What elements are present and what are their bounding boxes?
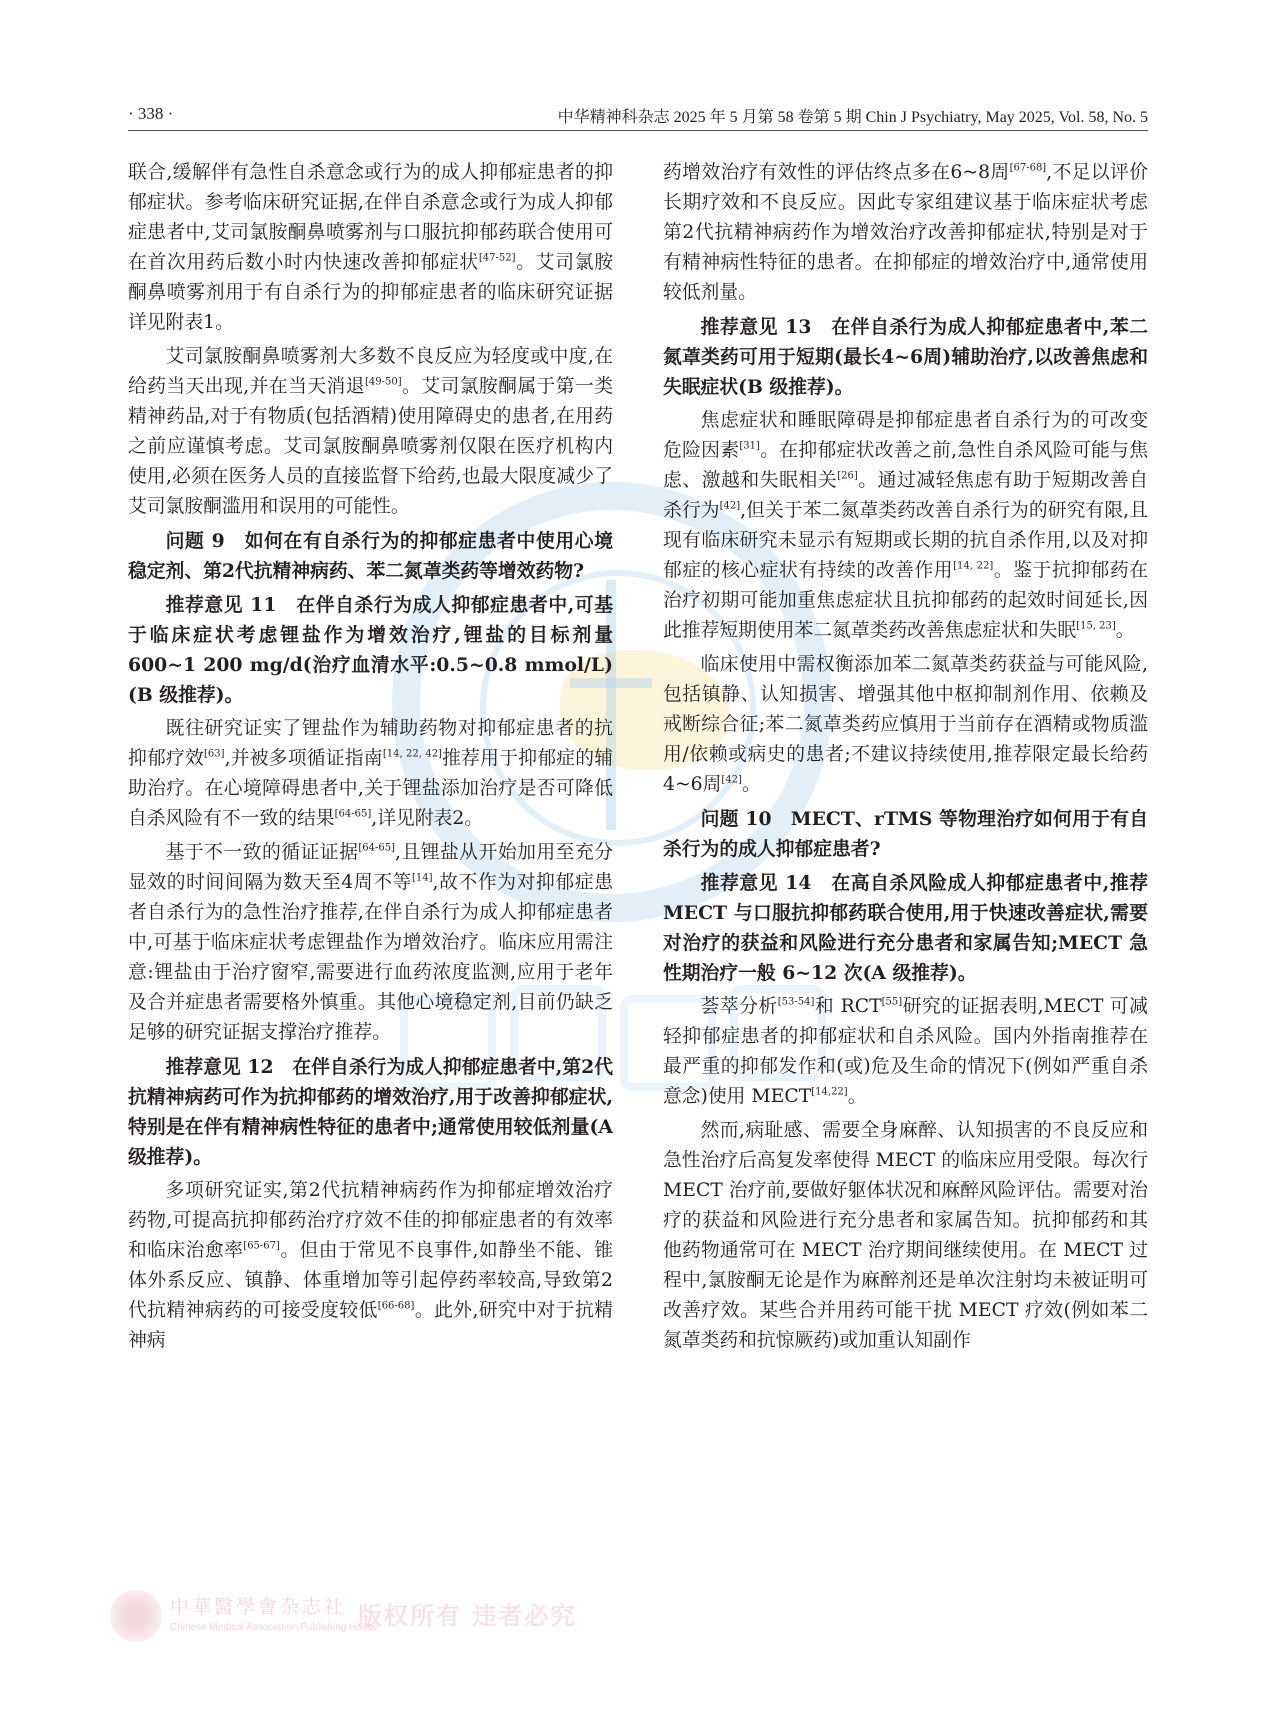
citation-superscript: [67-68] (1009, 162, 1047, 174)
paragraph-text: 临床使用中需权衡添加苯二氮䓬类药获益与可能风险,包括镇静、认知损害、增强其他中枢抑制剂作用、依赖及戒断综合征;苯二氮䓬类药应慎用于当前存在酒精或物质滥用/依赖或病史的患者;不建议持续使用,推荐限定最长给药4~6周 (663, 654, 1148, 795)
body-paragraph (663, 1116, 1148, 1356)
citation-superscript: [26] (837, 470, 858, 482)
citation-superscript: [64-65] (358, 842, 395, 854)
section-heading (128, 590, 613, 710)
citation-superscript: [14] (412, 872, 433, 884)
paragraph-text: 药增效治疗有效性的评估终点多在6~8周 (663, 162, 1010, 183)
paragraph-text: 。 (1115, 620, 1135, 641)
flower-logo-icon (110, 1590, 162, 1642)
citation-superscript: [64-65] (334, 808, 372, 820)
paragraph-text: 基于不一致的循证证据 (165, 842, 359, 863)
paragraph-text: ,故不作为对抑郁症患者自杀行为的急性治疗推荐,在伴自杀行为成人抑郁症患者中,可基于临床症状考虑锂盐作为增效治疗。临床应用需注意:锂盐由于治疗窗窄,需要进行血药浓度监测,应用于老年及合并症患者需要格外慎重。其他心境稳定剂,目前仍缺乏足够的研究证据支撑治疗推荐。 (128, 872, 613, 1043)
paragraph-text: 既往研究证实了锂盐作为辅助药物对抑郁症患者的抗抑郁疗效 (128, 718, 613, 769)
section-heading (128, 526, 613, 586)
paragraph-text: ,且锂盐从开始加用至充分显效的时间间隔为数天至4周不等 (128, 842, 613, 893)
paragraph-text: 推荐意见 13 在伴自杀行为成人抑郁症患者中,苯二氮䓬类药可用于短期(最长4~6周)辅助治疗,以改善焦虑和失眠症状(B 级推荐)。 (663, 316, 1148, 398)
citation-superscript: [31] (739, 440, 760, 452)
paragraph-text: 。鉴于抗抑郁药在治疗初期可能加重焦虑症状且抗抑郁药的起效时间延长,因此推荐短期使用苯二氮䓬类药改善焦虑症状和失眠 (663, 560, 1149, 641)
citation-superscript: [66-68] (377, 1300, 415, 1312)
body-paragraph (128, 342, 613, 522)
paragraph-text: ,不足以评价长期疗效和不良反应。因此专家组建议基于临床症状考虑第2代抗精神病药作为增效治疗改善抑郁症状,特别是对于有精神病性特征的患者。在抑郁症的增效治疗中,通常使用较低剂量。 (663, 162, 1148, 303)
body-paragraph (663, 158, 1148, 308)
paragraph-text: 推荐用于抑郁症的辅助治疗。在心境障碍患者中,关于锂盐添加治疗是否可降低自杀风险有不一致的结果 (128, 748, 613, 829)
citation-superscript: [47-52] (478, 252, 516, 264)
paragraph-text: 荟萃分析 (700, 996, 778, 1017)
paragraph-text: 。此外,研究中对于抗精神病 (128, 1300, 613, 1351)
right-column (663, 158, 1148, 1360)
paragraph-text: 。在抑郁症状改善之前,急性自杀风险可能与焦虑、激越和失眠相关 (663, 440, 1148, 491)
paragraph-text: 推荐意见 11 在伴自杀行为成人抑郁症患者中,可基于临床症状考虑锂盐作为增效治疗,锂盐的目标剂量 600~1 200 mg/d(治疗血清水平:0.5~0.8 mmol/L)(B 级推荐)。 (128, 594, 613, 706)
publisher-name: 中華醫學會杂志社 (170, 1596, 347, 1618)
body-paragraph (128, 158, 613, 338)
paragraph-text: 。通过减轻焦虑有助于短期改善自杀行为 (663, 470, 1149, 521)
section-heading (663, 312, 1148, 402)
paragraph-text: 然而,病耻感、需要全身麻醉、认知损害的不良反应和急性治疗后高复发率使得 MECT 的临床应用受限。每次行 MECT 治疗前,要做好躯体状况和麻醉风险评估。需要对治疗的获益和风险进行充分患者和家属告知。抗抑郁药和其他药物通常可在 MECT 治疗期间继续使用。在 MECT 过程中,氯胺酮无论是作为麻醉剂还是单次注射均未被证明可改善疗效。某些合并用药可能干扰 MECT 疗效(例如苯二氮䓬类药和抗惊厥药)或加重认知副作 (663, 1120, 1148, 1351)
paragraph-text: 。 (847, 1086, 867, 1107)
citation-superscript: [49-50] (364, 376, 402, 388)
paragraph-text: 和 RCT (814, 996, 882, 1017)
paragraph-text: 。但由于常见不良事件,如静坐不能、锥体外系反应、镇静、体重增加等引起停药率较高,导致第2代抗精神病药的可接受度较低 (128, 1240, 613, 1321)
paragraph-text: 。 (741, 774, 761, 795)
paragraph-text: 。艾司氯胺酮鼻喷雾剂用于有自杀行为的抑郁症患者的临床研究证据详见附表1。 (128, 252, 614, 333)
body-paragraph (663, 650, 1148, 800)
citation-superscript: [14, 22, 42] (382, 748, 442, 760)
publisher-watermark-logo (110, 1590, 577, 1646)
citation-superscript: [14,22] (811, 1086, 848, 1098)
paragraph-text: 问题 10 MECT、rTMS 等物理治疗如何用于有自杀行为的成人抑郁症患者? (663, 808, 1148, 860)
citation-superscript: [63] (204, 748, 225, 760)
paragraph-text: 问题 9 如何在有自杀行为的抑郁症患者中使用心境稳定剂、第2代抗精神病药、苯二氮䓬类药等增效药物? (128, 530, 613, 582)
paragraph-text: ,但关于苯二氮䓬类药改善自杀行为的研究有限,且现有临床研究未显示有短期或长期的抗自杀作用,以及对抑郁症的核心症状有持续的改善作用 (663, 500, 1148, 581)
page-number: · 338 · (128, 104, 174, 123)
citation-superscript: [14, 22] (953, 560, 994, 572)
publisher-english-name: Chinese Medical Association Publishing House (170, 1622, 378, 1633)
paragraph-text: 多项研究证实,第2代抗精神病药作为抑郁症增效治疗药物,可提高抗抑郁药治疗疗效不佳的抑郁症患者的有效率和临床治愈率 (128, 1180, 613, 1261)
paragraph-text: 推荐意见 14 在高自杀风险成人抑郁症患者中,推荐 MECT 与口服抗抑郁药联合使用,用于快速改善症状,需要对治疗的获益和风险进行充分患者和家属告知;MECT 急性期治疗一般 6~12 次(A 级推荐)。 (663, 872, 1148, 984)
section-heading (663, 868, 1148, 988)
body-paragraph (663, 406, 1148, 646)
journal-citation: 中华精神科杂志 2025 年 5 月第 58 卷第 5 期 Chin J Psychiatry, May 2025, Vol. 58, No. 5 (557, 109, 1148, 126)
running-header (128, 100, 1148, 131)
copyright-mark: 版权所有 违者必究 (358, 1602, 577, 1630)
paragraph-text: 焦虑症状和睡眠障碍是抑郁症患者自杀行为的可改变危险因素 (663, 410, 1148, 461)
paragraph-text: 推荐意见 12 在伴自杀行为成人抑郁症患者中,第2代抗精神病药可作为抗抑郁药的增效治疗,用于改善抑郁症状,特别是在伴有精神病性特征的患者中;通常使用较低剂量(A 级推荐)。 (128, 1056, 613, 1168)
paragraph-text: 联合,缓解伴有急性自杀意念或行为的成人抑郁症患者的抑郁症状。参考临床研究证据,在伴自杀意念或行为成人抑郁症患者中,艾司氯胺酮鼻喷雾剂与口服抗抑郁药联合使用可在首次用药后数小时内快速改善抑郁症状 (128, 162, 613, 273)
section-heading (663, 804, 1148, 864)
citation-superscript: [42] (721, 774, 742, 786)
left-column (128, 158, 613, 1360)
body-paragraph (128, 838, 613, 1048)
body-paragraph (128, 1176, 613, 1356)
paragraph-text: 。艾司氯胺酮属于第一类精神药品,对于有物质(包括酒精)使用障碍史的患者,在用药之前应谨慎考虑。艾司氯胺酮鼻喷雾剂仅限在医疗机构内使用,必须在医务人员的直接监督下给药,也最大限度减少了艾司氯胺酮滥用和误用的可能性。 (128, 376, 613, 517)
paragraph-text: ,并被多项循证指南 (224, 748, 383, 769)
paragraph-text: 研究的证据表明,MECT 可减轻抑郁症患者的抑郁症状和自杀风险。国内外指南推荐在最严重的抑郁发作和(或)危及生命的情况下(例如严重自杀意念)使用 MECT (663, 996, 1148, 1107)
paragraph-text: ,详见附表2。 (371, 808, 484, 829)
citation-superscript: [53-54] (777, 996, 815, 1008)
paragraph-text: 艾司氯胺酮鼻喷雾剂大多数不良反应为轻度或中度,在给药当天出现,并在当天消退 (128, 346, 613, 397)
citation-superscript: [55] (881, 996, 903, 1008)
citation-superscript: [15, 23] (1076, 620, 1116, 632)
body-paragraph (663, 992, 1148, 1112)
citation-superscript: [42] (719, 500, 741, 512)
body-paragraph (128, 714, 613, 834)
citation-superscript: [65-67] (243, 1240, 280, 1252)
section-heading (128, 1052, 613, 1172)
